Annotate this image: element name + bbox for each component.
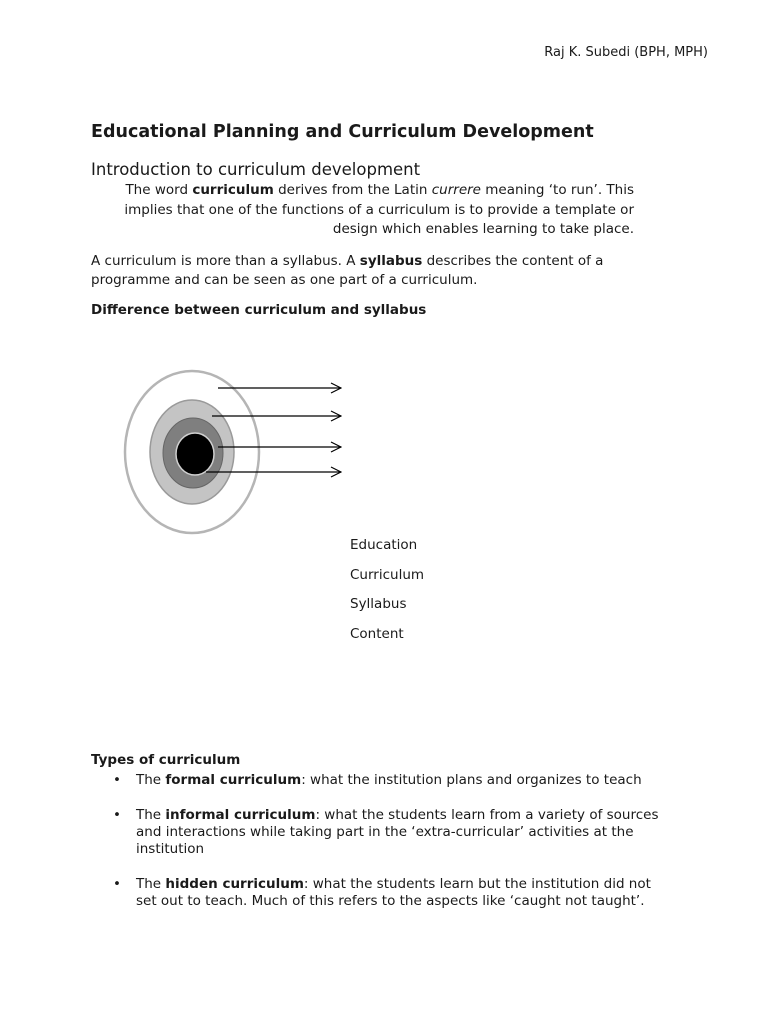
- syllabus-paragraph: [91, 252, 651, 290]
- bullet-icon: •: [113, 876, 121, 892]
- item-term: formal curriculum: [165, 772, 302, 788]
- author-credit: Raj K. Subedi (BPH, MPH): [544, 45, 708, 60]
- item-prefix: The: [136, 807, 166, 823]
- document-title: Educational Planning and Curriculum Development: [91, 122, 594, 142]
- item-description: : what the students learn but the institution did not set out to teach. Much of this refers to the aspects like ‘caught not taught’.: [136, 876, 651, 909]
- diagram-labels: [350, 531, 424, 649]
- types-heading: Types of curriculum: [91, 752, 241, 768]
- bullet-icon: •: [113, 772, 121, 788]
- item-description: : what the students learn from a variety of sources and interactions while taking part in the ‘extra-curricular’ activities at the institution: [136, 807, 659, 857]
- intro-paragraph: [108, 181, 634, 240]
- item-prefix: The: [136, 876, 166, 892]
- item-term: informal curriculum: [165, 807, 316, 823]
- label-education: Education: [350, 537, 418, 553]
- item-description: : what the institution plans and organizes to teach: [301, 772, 642, 788]
- section-subtitle: Introduction to curriculum development: [91, 160, 421, 179]
- item-term: hidden curriculum: [165, 876, 304, 892]
- bullet-icon: •: [113, 807, 121, 823]
- intro-text-2: derives from the Latin: [273, 182, 432, 198]
- concentric-circles-diagram: [110, 360, 360, 540]
- list-item: [91, 772, 671, 789]
- list-item: [91, 876, 671, 910]
- intro-term-currere: currere: [431, 182, 481, 198]
- item-prefix: The: [136, 772, 166, 788]
- intro-term-curriculum: curriculum: [192, 182, 274, 198]
- para-text-2: describes the content of a programme and can be seen as one part of a curriculum.: [91, 253, 604, 288]
- label-content: Content: [350, 625, 404, 642]
- intro-text-3: meaning ‘to run’. This implies that one of the functions of a curriculum is to provide a template or design which enables learning to take place.: [124, 182, 634, 237]
- list-item: [91, 807, 671, 858]
- intro-text-1: The word: [125, 182, 193, 198]
- content-core: [176, 433, 214, 475]
- types-list: [91, 772, 671, 928]
- para-term-syllabus: syllabus: [359, 253, 423, 269]
- difference-heading: Difference between curriculum and syllabus: [91, 302, 427, 318]
- label-syllabus: Syllabus: [350, 596, 407, 612]
- label-curriculum: Curriculum: [350, 566, 425, 583]
- para-text-1: A curriculum is more than a syllabus. A: [91, 253, 360, 269]
